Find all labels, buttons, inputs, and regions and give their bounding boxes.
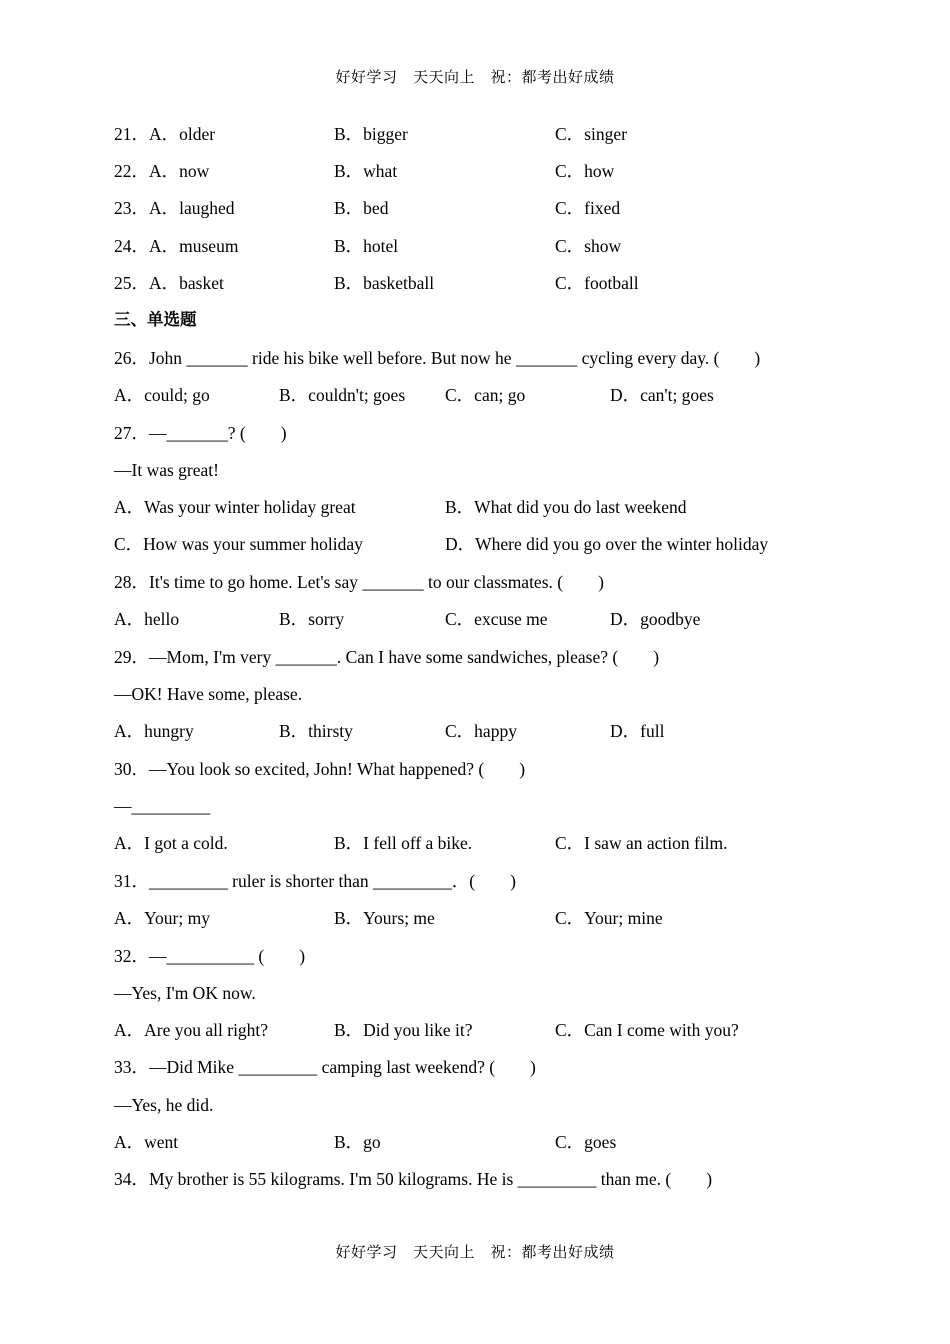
- question-text: 27．—_______? ( ): [114, 423, 287, 443]
- option-a: A．hello: [114, 609, 180, 629]
- option-c: C．Your; mine: [555, 908, 663, 928]
- option-b: B．what: [334, 161, 398, 181]
- option-a: 24．A．museum: [114, 236, 239, 256]
- option-a: A．went: [114, 1132, 179, 1152]
- option-c: C．how: [555, 161, 615, 181]
- option-c: C．I saw an action film.: [555, 833, 728, 853]
- option-b: B．What did you do last weekend: [445, 497, 687, 517]
- dialogue-text: —Yes, I'm OK now.: [114, 983, 256, 1003]
- option-b: B．hotel: [334, 236, 399, 256]
- option-c: C．football: [555, 273, 639, 293]
- option-d: D．full: [610, 721, 665, 741]
- option-b: B．basketball: [334, 273, 435, 293]
- question-text: 33．—Did Mike _________ camping last weekend? ( ): [114, 1057, 536, 1077]
- option-b: B．Yours; me: [334, 908, 435, 928]
- option-c: C．How was your summer holiday: [114, 534, 363, 554]
- question-text: 34．My brother is 55 kilograms. I'm 50 kilograms. He is _________ than me. ( ): [114, 1169, 713, 1189]
- option-b: B．couldn't; goes: [279, 385, 406, 405]
- option-a: A．Your; my: [114, 908, 210, 928]
- option-d: D．Where did you go over the winter holiday: [445, 534, 769, 554]
- option-b: B．bed: [334, 198, 389, 218]
- option-c: C．can; go: [445, 385, 526, 405]
- option-a: A．I got a cold.: [114, 833, 228, 853]
- option-d: D．can't; goes: [610, 385, 714, 405]
- option-b: B．Did you like it?: [334, 1020, 473, 1040]
- option-c: C．show: [555, 236, 622, 256]
- option-c: C．goes: [555, 1132, 617, 1152]
- option-b: B．sorry: [279, 609, 345, 629]
- option-c: C．singer: [555, 124, 627, 144]
- section-title: 三、单选题: [114, 310, 197, 329]
- option-a: 23．A．laughed: [114, 198, 235, 218]
- option-a: A．Are you all right?: [114, 1020, 269, 1040]
- option-a: A．could; go: [114, 385, 210, 405]
- option-c: C．happy: [445, 721, 517, 741]
- question-text: 30．—You look so excited, John! What happened? ( ): [114, 759, 526, 779]
- dialogue-text: —_________: [114, 796, 211, 816]
- question-text: 31．_________ ruler is shorter than _________．( ): [114, 871, 516, 891]
- option-a: A．hungry: [114, 721, 194, 741]
- question-text: 28．It's time to go home. Let's say _______ to our classmates. ( ): [114, 572, 604, 592]
- option-a: 25．A．basket: [114, 273, 224, 293]
- option-a: 21．A．older: [114, 124, 216, 144]
- option-b: B．bigger: [334, 124, 408, 144]
- question-text: 32．—__________ ( ): [114, 946, 306, 966]
- option-b: B．go: [334, 1132, 381, 1152]
- option-b: B．I fell off a bike.: [334, 833, 473, 853]
- option-a: 22．A．now: [114, 161, 210, 181]
- question-text: 29．—Mom, I'm very _______. Can I have some sandwiches, please? ( ): [114, 647, 660, 667]
- option-c: C．excuse me: [445, 609, 548, 629]
- question-text: 26．John _______ ride his bike well before. But now he _______ cycling every day. ( ): [114, 348, 761, 368]
- option-a: A．Was your winter holiday great: [114, 497, 356, 517]
- option-d: D．goodbye: [610, 609, 701, 629]
- option-b: B．thirsty: [279, 721, 353, 741]
- page-header: 好好学习 天天向上 祝：都考出好成绩: [335, 68, 615, 86]
- dialogue-text: —It was great!: [114, 460, 219, 480]
- option-c: C．fixed: [555, 198, 621, 218]
- dialogue-text: —Yes, he did.: [114, 1095, 214, 1115]
- dialogue-text: —OK! Have some, please.: [114, 684, 303, 704]
- option-c: C．Can I come with you?: [555, 1020, 739, 1040]
- page-footer: 好好学习 天天向上 祝：都考出好成绩: [335, 1243, 615, 1261]
